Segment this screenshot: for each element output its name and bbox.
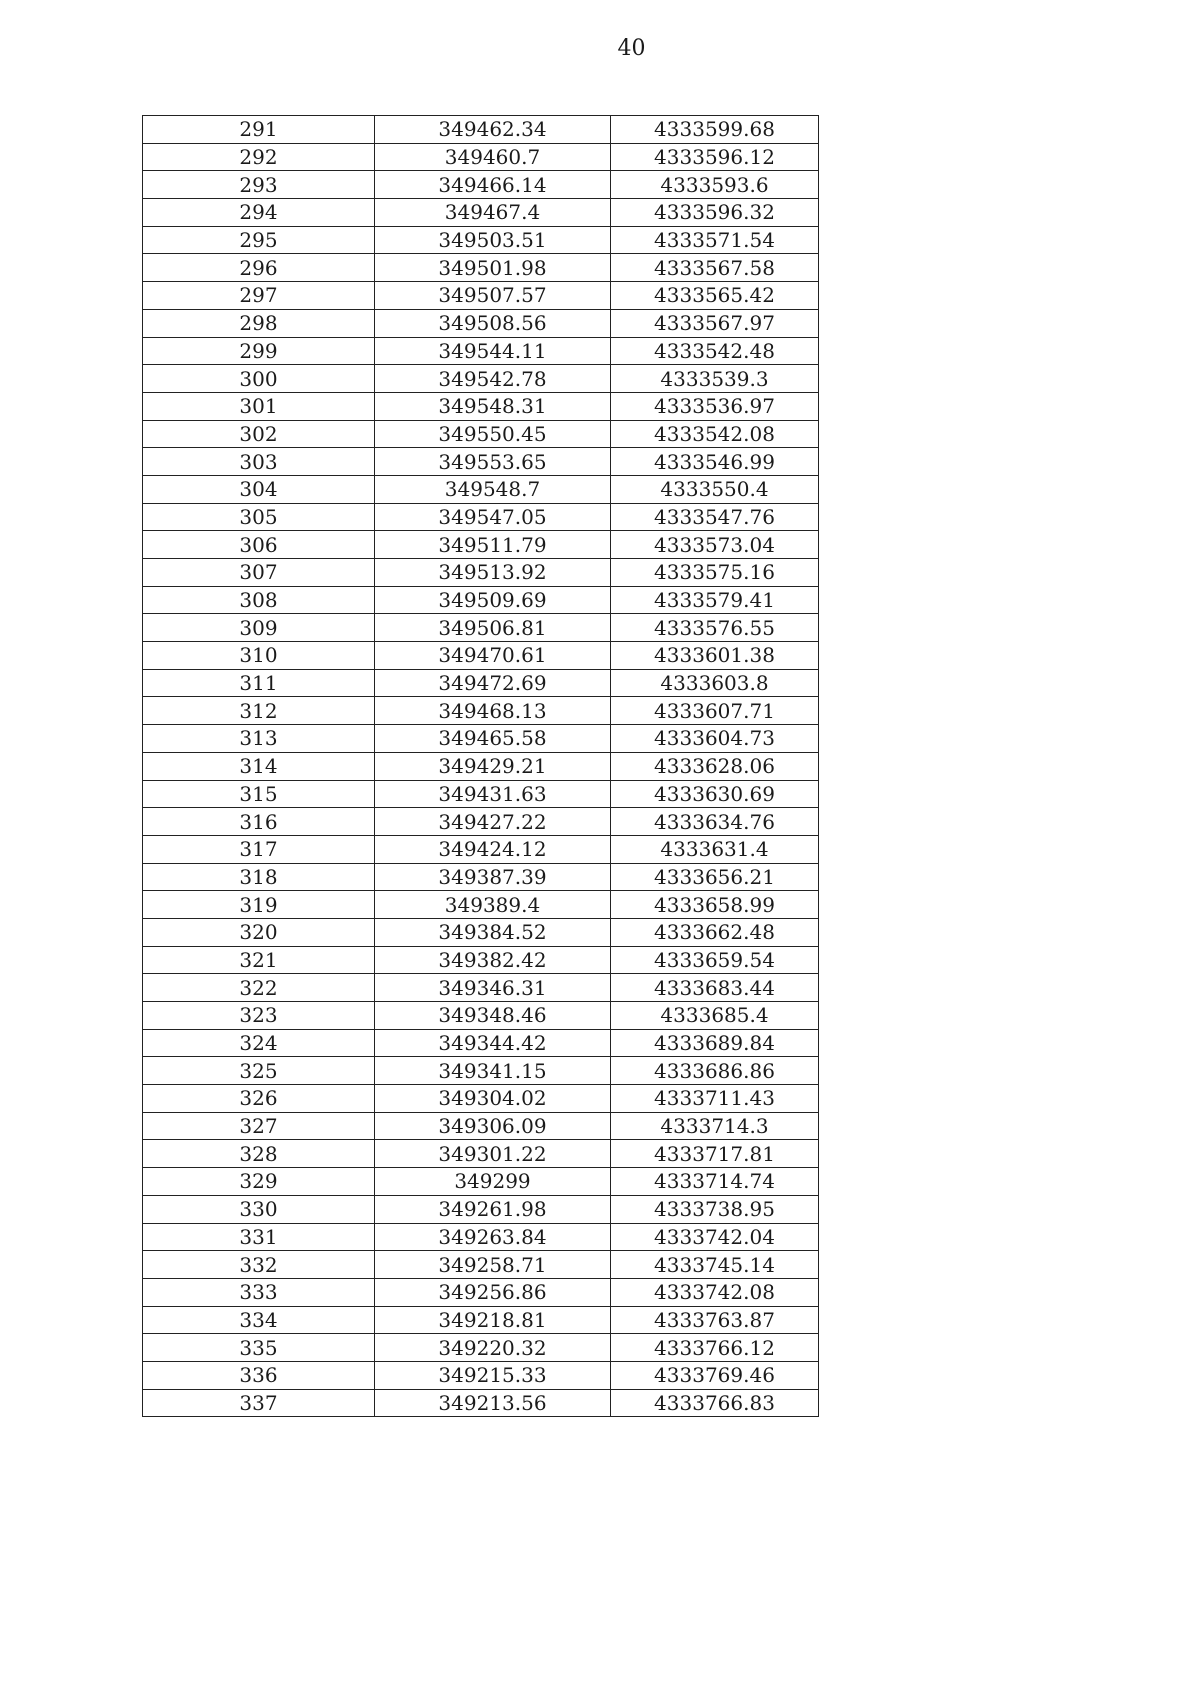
x-coordinate-cell: 349548.31 xyxy=(375,392,611,420)
point-number-cell: 297 xyxy=(143,282,375,310)
y-coordinate-cell: 4333547.76 xyxy=(611,503,819,531)
y-coordinate-cell: 4333576.55 xyxy=(611,614,819,642)
page-number: 40 xyxy=(617,36,646,61)
table-row xyxy=(143,420,819,448)
table-row xyxy=(143,116,819,144)
point-number-cell: 306 xyxy=(143,531,375,559)
table-row xyxy=(143,1251,819,1279)
y-coordinate-cell: 4333546.99 xyxy=(611,448,819,476)
y-coordinate-cell: 4333686.86 xyxy=(611,1057,819,1085)
coordinates-table xyxy=(142,115,819,1417)
y-coordinate-cell: 4333571.54 xyxy=(611,226,819,254)
x-coordinate-cell: 349427.22 xyxy=(375,808,611,836)
table-row xyxy=(143,614,819,642)
table-row xyxy=(143,1057,819,1085)
table-row xyxy=(143,282,819,310)
table-row xyxy=(143,835,819,863)
y-coordinate-cell: 4333567.97 xyxy=(611,309,819,337)
point-number-cell: 311 xyxy=(143,669,375,697)
y-coordinate-cell: 4333662.48 xyxy=(611,918,819,946)
y-coordinate-cell: 4333766.83 xyxy=(611,1389,819,1417)
x-coordinate-cell: 349263.84 xyxy=(375,1223,611,1251)
y-coordinate-cell: 4333575.16 xyxy=(611,559,819,587)
y-coordinate-cell: 4333689.84 xyxy=(611,1029,819,1057)
y-coordinate-cell: 4333603.8 xyxy=(611,669,819,697)
point-number-cell: 334 xyxy=(143,1306,375,1334)
point-number-cell: 298 xyxy=(143,309,375,337)
point-number-cell: 328 xyxy=(143,1140,375,1168)
point-number-cell: 312 xyxy=(143,697,375,725)
x-coordinate-cell: 349506.81 xyxy=(375,614,611,642)
table-row xyxy=(143,531,819,559)
point-number-cell: 315 xyxy=(143,780,375,808)
x-coordinate-cell: 349503.51 xyxy=(375,226,611,254)
y-coordinate-cell: 4333579.41 xyxy=(611,586,819,614)
y-coordinate-cell: 4333711.43 xyxy=(611,1085,819,1113)
x-coordinate-cell: 349348.46 xyxy=(375,1002,611,1030)
x-coordinate-cell: 349465.58 xyxy=(375,725,611,753)
point-number-cell: 322 xyxy=(143,974,375,1002)
y-coordinate-cell: 4333596.12 xyxy=(611,143,819,171)
x-coordinate-cell: 349424.12 xyxy=(375,835,611,863)
table-row xyxy=(143,337,819,365)
y-coordinate-cell: 4333714.74 xyxy=(611,1168,819,1196)
x-coordinate-cell: 349460.7 xyxy=(375,143,611,171)
table-row xyxy=(143,254,819,282)
x-coordinate-cell: 349509.69 xyxy=(375,586,611,614)
y-coordinate-cell: 4333573.04 xyxy=(611,531,819,559)
x-coordinate-cell: 349429.21 xyxy=(375,752,611,780)
point-number-cell: 309 xyxy=(143,614,375,642)
point-number-cell: 335 xyxy=(143,1334,375,1362)
y-coordinate-cell: 4333658.99 xyxy=(611,891,819,919)
table-row xyxy=(143,199,819,227)
point-number-cell: 299 xyxy=(143,337,375,365)
table-row xyxy=(143,559,819,587)
y-coordinate-cell: 4333742.04 xyxy=(611,1223,819,1251)
table-row xyxy=(143,669,819,697)
x-coordinate-cell: 349553.65 xyxy=(375,448,611,476)
y-coordinate-cell: 4333536.97 xyxy=(611,392,819,420)
point-number-cell: 294 xyxy=(143,199,375,227)
point-number-cell: 300 xyxy=(143,365,375,393)
coordinates-table-body xyxy=(143,116,819,1417)
x-coordinate-cell: 349218.81 xyxy=(375,1306,611,1334)
table-row xyxy=(143,1029,819,1057)
x-coordinate-cell: 349472.69 xyxy=(375,669,611,697)
table-row xyxy=(143,918,819,946)
table-row xyxy=(143,1223,819,1251)
point-number-cell: 304 xyxy=(143,475,375,503)
point-number-cell: 323 xyxy=(143,1002,375,1030)
x-coordinate-cell: 349547.05 xyxy=(375,503,611,531)
x-coordinate-cell: 349341.15 xyxy=(375,1057,611,1085)
x-coordinate-cell: 349470.61 xyxy=(375,642,611,670)
x-coordinate-cell: 349384.52 xyxy=(375,918,611,946)
x-coordinate-cell: 349511.79 xyxy=(375,531,611,559)
point-number-cell: 317 xyxy=(143,835,375,863)
point-number-cell: 319 xyxy=(143,891,375,919)
table-row xyxy=(143,1278,819,1306)
table-row xyxy=(143,1140,819,1168)
point-number-cell: 337 xyxy=(143,1389,375,1417)
y-coordinate-cell: 4333542.48 xyxy=(611,337,819,365)
table-row xyxy=(143,891,819,919)
table-row xyxy=(143,725,819,753)
table-row xyxy=(143,974,819,1002)
point-number-cell: 296 xyxy=(143,254,375,282)
point-number-cell: 336 xyxy=(143,1361,375,1389)
point-number-cell: 293 xyxy=(143,171,375,199)
x-coordinate-cell: 349468.13 xyxy=(375,697,611,725)
x-coordinate-cell: 349304.02 xyxy=(375,1085,611,1113)
x-coordinate-cell: 349548.7 xyxy=(375,475,611,503)
y-coordinate-cell: 4333542.08 xyxy=(611,420,819,448)
table-row xyxy=(143,171,819,199)
x-coordinate-cell: 349462.34 xyxy=(375,116,611,144)
x-coordinate-cell: 349346.31 xyxy=(375,974,611,1002)
x-coordinate-cell: 349301.22 xyxy=(375,1140,611,1168)
table-row xyxy=(143,863,819,891)
y-coordinate-cell: 4333766.12 xyxy=(611,1334,819,1362)
point-number-cell: 310 xyxy=(143,642,375,670)
table-row xyxy=(143,226,819,254)
x-coordinate-cell: 349544.11 xyxy=(375,337,611,365)
x-coordinate-cell: 349387.39 xyxy=(375,863,611,891)
x-coordinate-cell: 349466.14 xyxy=(375,171,611,199)
y-coordinate-cell: 4333599.68 xyxy=(611,116,819,144)
table-row xyxy=(143,1361,819,1389)
x-coordinate-cell: 349215.33 xyxy=(375,1361,611,1389)
x-coordinate-cell: 349431.63 xyxy=(375,780,611,808)
y-coordinate-cell: 4333656.21 xyxy=(611,863,819,891)
point-number-cell: 332 xyxy=(143,1251,375,1279)
point-number-cell: 320 xyxy=(143,918,375,946)
table-row xyxy=(143,1195,819,1223)
table-row xyxy=(143,586,819,614)
point-number-cell: 329 xyxy=(143,1168,375,1196)
y-coordinate-cell: 4333742.08 xyxy=(611,1278,819,1306)
point-number-cell: 326 xyxy=(143,1085,375,1113)
point-number-cell: 301 xyxy=(143,392,375,420)
y-coordinate-cell: 4333659.54 xyxy=(611,946,819,974)
point-number-cell: 307 xyxy=(143,559,375,587)
y-coordinate-cell: 4333628.06 xyxy=(611,752,819,780)
y-coordinate-cell: 4333593.6 xyxy=(611,171,819,199)
point-number-cell: 333 xyxy=(143,1278,375,1306)
table-row xyxy=(143,642,819,670)
x-coordinate-cell: 349382.42 xyxy=(375,946,611,974)
y-coordinate-cell: 4333717.81 xyxy=(611,1140,819,1168)
y-coordinate-cell: 4333631.4 xyxy=(611,835,819,863)
y-coordinate-cell: 4333539.3 xyxy=(611,365,819,393)
x-coordinate-cell: 349550.45 xyxy=(375,420,611,448)
point-number-cell: 314 xyxy=(143,752,375,780)
x-coordinate-cell: 349542.78 xyxy=(375,365,611,393)
point-number-cell: 327 xyxy=(143,1112,375,1140)
point-number-cell: 330 xyxy=(143,1195,375,1223)
x-coordinate-cell: 349213.56 xyxy=(375,1389,611,1417)
point-number-cell: 313 xyxy=(143,725,375,753)
y-coordinate-cell: 4333769.46 xyxy=(611,1361,819,1389)
table-row xyxy=(143,1002,819,1030)
point-number-cell: 331 xyxy=(143,1223,375,1251)
table-row xyxy=(143,365,819,393)
table-row xyxy=(143,143,819,171)
table-row xyxy=(143,1112,819,1140)
x-coordinate-cell: 349344.42 xyxy=(375,1029,611,1057)
point-number-cell: 303 xyxy=(143,448,375,476)
table-row xyxy=(143,475,819,503)
table-row xyxy=(143,1334,819,1362)
point-number-cell: 291 xyxy=(143,116,375,144)
y-coordinate-cell: 4333745.14 xyxy=(611,1251,819,1279)
x-coordinate-cell: 349261.98 xyxy=(375,1195,611,1223)
y-coordinate-cell: 4333607.71 xyxy=(611,697,819,725)
point-number-cell: 321 xyxy=(143,946,375,974)
y-coordinate-cell: 4333683.44 xyxy=(611,974,819,1002)
x-coordinate-cell: 349507.57 xyxy=(375,282,611,310)
point-number-cell: 324 xyxy=(143,1029,375,1057)
x-coordinate-cell: 349306.09 xyxy=(375,1112,611,1140)
x-coordinate-cell: 349256.86 xyxy=(375,1278,611,1306)
table-row xyxy=(143,697,819,725)
y-coordinate-cell: 4333596.32 xyxy=(611,199,819,227)
x-coordinate-cell: 349467.4 xyxy=(375,199,611,227)
y-coordinate-cell: 4333763.87 xyxy=(611,1306,819,1334)
point-number-cell: 325 xyxy=(143,1057,375,1085)
table-row xyxy=(143,503,819,531)
y-coordinate-cell: 4333630.69 xyxy=(611,780,819,808)
y-coordinate-cell: 4333604.73 xyxy=(611,725,819,753)
x-coordinate-cell: 349513.92 xyxy=(375,559,611,587)
x-coordinate-cell: 349258.71 xyxy=(375,1251,611,1279)
point-number-cell: 302 xyxy=(143,420,375,448)
x-coordinate-cell: 349501.98 xyxy=(375,254,611,282)
point-number-cell: 316 xyxy=(143,808,375,836)
y-coordinate-cell: 4333714.3 xyxy=(611,1112,819,1140)
point-number-cell: 305 xyxy=(143,503,375,531)
y-coordinate-cell: 4333550.4 xyxy=(611,475,819,503)
point-number-cell: 308 xyxy=(143,586,375,614)
table-row xyxy=(143,1168,819,1196)
y-coordinate-cell: 4333685.4 xyxy=(611,1002,819,1030)
table-row xyxy=(143,392,819,420)
table-row xyxy=(143,752,819,780)
x-coordinate-cell: 349508.56 xyxy=(375,309,611,337)
x-coordinate-cell: 349220.32 xyxy=(375,1334,611,1362)
x-coordinate-cell: 349389.4 xyxy=(375,891,611,919)
table-row xyxy=(143,309,819,337)
y-coordinate-cell: 4333601.38 xyxy=(611,642,819,670)
table-row xyxy=(143,1085,819,1113)
table-row xyxy=(143,1389,819,1417)
x-coordinate-cell: 349299 xyxy=(375,1168,611,1196)
y-coordinate-cell: 4333634.76 xyxy=(611,808,819,836)
y-coordinate-cell: 4333567.58 xyxy=(611,254,819,282)
table-row xyxy=(143,946,819,974)
y-coordinate-cell: 4333738.95 xyxy=(611,1195,819,1223)
table-row xyxy=(143,1306,819,1334)
point-number-cell: 292 xyxy=(143,143,375,171)
point-number-cell: 318 xyxy=(143,863,375,891)
point-number-cell: 295 xyxy=(143,226,375,254)
table-row xyxy=(143,808,819,836)
y-coordinate-cell: 4333565.42 xyxy=(611,282,819,310)
table-row xyxy=(143,780,819,808)
table-row xyxy=(143,448,819,476)
